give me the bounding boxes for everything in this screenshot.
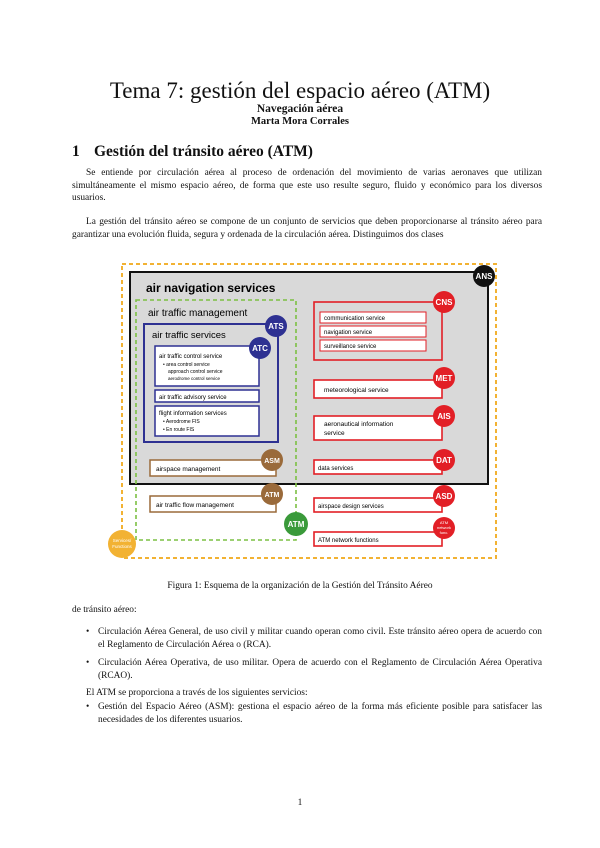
atc-line-1: air traffic control service xyxy=(159,354,223,360)
dat-badge-text: DAT xyxy=(436,456,452,465)
list-item: • Circulación Aérea Operativa, de uso militar. Opera de acuerdo con el Reglamento de Circulación Aérea Operativa (RCAO). xyxy=(86,657,542,682)
services-badge-line-2: Functions xyxy=(112,544,132,549)
atm-services-list xyxy=(86,701,542,732)
asd-label: airspace design services xyxy=(318,504,384,510)
fis-line-2: • Aerodrome FIS xyxy=(163,419,200,425)
ais-line-2: service xyxy=(324,430,345,437)
asd-badge-text: ASD xyxy=(435,492,453,501)
atm-network-badge-line-2: network xyxy=(436,525,452,530)
atc-badge-text: ATC xyxy=(252,344,268,353)
list-item: • Circulación Aérea General, de uso civil y militar cuando operan como civil. Este tránsito aéreo opera de acuerdo con el Reglamento de Circulación Aérea o (RCA). xyxy=(86,626,542,651)
cns-badge-text: CNS xyxy=(435,298,453,307)
cns-item-2: navigation service xyxy=(324,330,373,336)
list-item: • Gestión del Espacio Aéreo (ASM): gestiona el espacio aéreo de la forma más eficiente posible para satisfacer las necesidades de los diferentes usuarios. xyxy=(86,701,542,726)
traffic-types-list xyxy=(86,626,542,688)
section-title: Gestión del tránsito aéreo (ATM) xyxy=(94,143,313,160)
page-number: 1 xyxy=(297,798,303,808)
met-label: meteorological service xyxy=(324,387,389,394)
ans-label: air navigation services xyxy=(146,281,276,295)
atfm-label: air traffic flow management xyxy=(156,502,234,509)
atm-network-badge-line-1: ATM xyxy=(439,520,449,525)
atm-network-badge-line-3: func. xyxy=(439,530,449,535)
section-heading xyxy=(72,143,313,161)
document-author: Marta Mora Corrales xyxy=(251,116,349,127)
atm-network-label: ATM network functions xyxy=(318,538,379,544)
section-number: 1 xyxy=(72,143,80,160)
services-badge-line-1: Services/ xyxy=(112,538,132,543)
ans-badge-text: ANS xyxy=(475,272,493,281)
paragraph-continuation: de tránsito aéreo: xyxy=(72,605,137,615)
paragraph-composition: La gestión del tránsito aéreo se compone de un conjunto de servicios que deben proporcionarse al tránsito aéreo para garantizar una evolución fluida, segura y ordenada de la circulación aérea. Distinguimos dos clases xyxy=(72,217,542,240)
cns-item-3: surveillance service xyxy=(324,344,377,350)
atfm-badge-text: ATM xyxy=(264,492,280,499)
ats-badge-text: ATS xyxy=(268,322,284,331)
figure-caption: Figura 1: Esquema de la organización de la Gestión del Tránsito Aéreo xyxy=(167,581,433,591)
asm-label: airspace management xyxy=(156,466,221,473)
atc-line-3: approach control service xyxy=(168,369,223,375)
asm-badge-text: ASM xyxy=(264,458,280,465)
ais-badge-text: AIS xyxy=(437,412,451,421)
atc-line-2: • area control service xyxy=(163,362,210,368)
atm-organization-figure xyxy=(100,262,500,562)
atc-line-4: aerodrome control service xyxy=(168,376,221,381)
paragraph-definition: Se entiende por circulación aérea al proceso de ordenación del movimiento de varias aeronaves que utilizan simultáneamente el mismo espacio aéreo, de forma que este uso resulte seguro, fluido y económico para los diversos usuarios. xyxy=(72,168,542,204)
atm-badge-text: ATM xyxy=(287,520,305,529)
document-subtitle: Navegación aérea xyxy=(256,103,344,115)
ats-box-label: air traffic services xyxy=(152,330,226,341)
fis-line-1: flight information services xyxy=(159,411,227,417)
fis-line-3: • En route FIS xyxy=(163,427,195,433)
dat-label: data services xyxy=(318,466,354,472)
advisory-label: air traffic advisory service xyxy=(159,395,227,401)
document-title: Tema 7: gestión del espacio aéreo (ATM) xyxy=(109,78,491,103)
atm-services-intro: El ATM se proporciona a través de los siguientes servicios: xyxy=(86,688,308,698)
ais-line-1: aeronautical information xyxy=(324,421,394,428)
atm-box-label: air traffic management xyxy=(148,308,248,319)
cns-item-1: communication service xyxy=(324,316,386,322)
met-badge-text: MET xyxy=(435,374,453,383)
atm-diagram xyxy=(100,262,500,562)
